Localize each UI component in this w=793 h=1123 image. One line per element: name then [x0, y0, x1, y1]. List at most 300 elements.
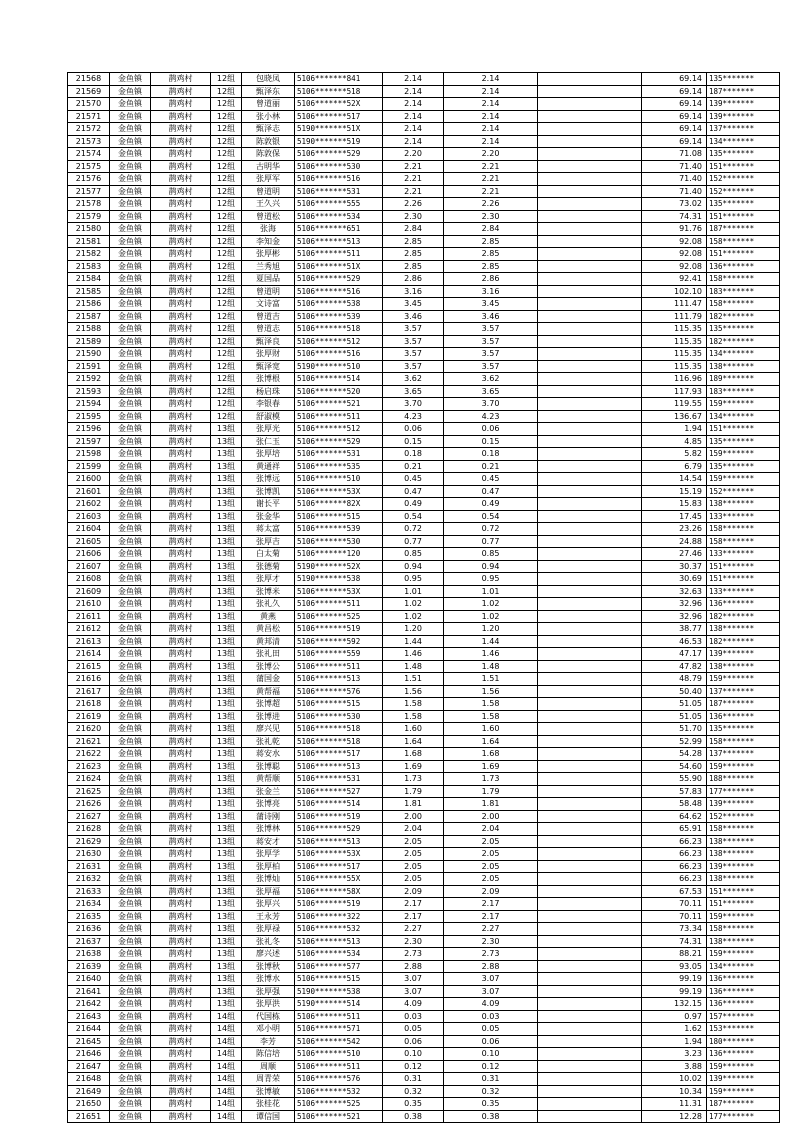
table-row	[68, 998, 780, 1011]
amount-cell: 66.23	[642, 860, 707, 873]
phone-cell: 159*******	[707, 910, 780, 923]
area-a-cell: 2.27	[383, 923, 444, 936]
village-cell: 鹊鸡村	[151, 1110, 211, 1123]
town-cell: 金鱼镇	[110, 773, 151, 786]
blank-cell	[538, 673, 642, 686]
amount-cell: 54.28	[642, 748, 707, 761]
group-cell: 13组	[211, 610, 242, 623]
id-number-cell: 5106*******530	[295, 160, 383, 173]
phone-cell: 158*******	[707, 273, 780, 286]
name-cell: 张礼田	[242, 648, 295, 661]
name-cell: 张礼冬	[242, 935, 295, 948]
phone-cell: 187*******	[707, 698, 780, 711]
phone-cell: 135*******	[707, 73, 780, 86]
village-cell: 鹊鸡村	[151, 735, 211, 748]
row-number-cell: 21640	[68, 973, 110, 986]
id-number-cell: 5106*******515	[295, 973, 383, 986]
amount-cell: 88.21	[642, 948, 707, 961]
blank-cell	[538, 1098, 642, 1111]
group-cell: 12组	[211, 85, 242, 98]
name-cell: 张厚学	[242, 848, 295, 861]
row-number-cell: 21615	[68, 660, 110, 673]
phone-cell: 136*******	[707, 598, 780, 611]
village-cell: 鹊鸡村	[151, 1098, 211, 1111]
amount-cell: 17.45	[642, 510, 707, 523]
town-cell: 金鱼镇	[110, 973, 151, 986]
village-cell: 鹊鸡村	[151, 1035, 211, 1048]
phone-cell: 159*******	[707, 1060, 780, 1073]
phone-cell: 151*******	[707, 423, 780, 436]
amount-cell: 69.14	[642, 110, 707, 123]
group-cell: 13组	[211, 423, 242, 436]
phone-cell: 137*******	[707, 123, 780, 136]
name-cell: 杨启珠	[242, 385, 295, 398]
phone-cell: 133*******	[707, 510, 780, 523]
town-cell: 金鱼镇	[110, 660, 151, 673]
table-row	[68, 723, 780, 736]
area-b-cell: 1.02	[444, 610, 538, 623]
name-cell: 张博林	[242, 823, 295, 836]
row-number-cell: 21616	[68, 673, 110, 686]
row-number-cell: 21621	[68, 735, 110, 748]
amount-cell: 71.40	[642, 185, 707, 198]
row-number-cell: 21625	[68, 785, 110, 798]
village-cell: 鹊鸡村	[151, 473, 211, 486]
blank-cell	[538, 323, 642, 336]
town-cell: 金鱼镇	[110, 110, 151, 123]
amount-cell: 71.40	[642, 173, 707, 186]
town-cell: 金鱼镇	[110, 523, 151, 536]
blank-cell	[538, 1035, 642, 1048]
town-cell: 金鱼镇	[110, 748, 151, 761]
group-cell: 12组	[211, 73, 242, 86]
blank-cell	[538, 898, 642, 911]
town-cell: 金鱼镇	[110, 685, 151, 698]
table-row	[68, 885, 780, 898]
town-cell: 金鱼镇	[110, 985, 151, 998]
village-cell: 鹊鸡村	[151, 685, 211, 698]
area-a-cell: 0.47	[383, 485, 444, 498]
area-b-cell: 2.05	[444, 860, 538, 873]
name-cell: 张博水	[242, 973, 295, 986]
row-number-cell: 21575	[68, 160, 110, 173]
id-number-cell: 5106*******521	[295, 398, 383, 411]
name-cell: 张厚培	[242, 448, 295, 461]
row-number-cell: 21619	[68, 710, 110, 723]
blank-cell	[538, 685, 642, 698]
town-cell: 金鱼镇	[110, 348, 151, 361]
area-b-cell: 2.20	[444, 148, 538, 161]
table-row	[68, 398, 780, 411]
name-cell: 张博远	[242, 473, 295, 486]
name-cell: 蒲诗刚	[242, 810, 295, 823]
area-b-cell: 3.07	[444, 973, 538, 986]
area-a-cell: 1.46	[383, 648, 444, 661]
phone-cell: 183*******	[707, 285, 780, 298]
group-cell: 14组	[211, 1048, 242, 1061]
amount-cell: 115.35	[642, 348, 707, 361]
amount-cell: 132.15	[642, 998, 707, 1011]
group-cell: 13组	[211, 898, 242, 911]
amount-cell: 115.35	[642, 323, 707, 336]
town-cell: 金鱼镇	[110, 835, 151, 848]
town-cell: 金鱼镇	[110, 260, 151, 273]
area-b-cell: 0.54	[444, 510, 538, 523]
village-cell: 鹊鸡村	[151, 385, 211, 398]
table-row	[68, 273, 780, 286]
area-b-cell: 0.38	[444, 1110, 538, 1123]
amount-cell: 111.79	[642, 310, 707, 323]
row-number-cell: 21574	[68, 148, 110, 161]
id-number-cell: 5106*******518	[295, 735, 383, 748]
area-a-cell: 2.85	[383, 235, 444, 248]
table-row	[68, 410, 780, 423]
town-cell: 金鱼镇	[110, 435, 151, 448]
area-b-cell: 1.58	[444, 698, 538, 711]
blank-cell	[538, 698, 642, 711]
row-number-cell: 21624	[68, 773, 110, 786]
group-cell: 12组	[211, 398, 242, 411]
phone-cell: 136*******	[707, 973, 780, 986]
group-cell: 13组	[211, 985, 242, 998]
name-cell: 李银春	[242, 398, 295, 411]
town-cell: 金鱼镇	[110, 585, 151, 598]
table-row	[68, 1060, 780, 1073]
area-a-cell: 0.54	[383, 510, 444, 523]
phone-cell: 152*******	[707, 485, 780, 498]
town-cell: 金鱼镇	[110, 248, 151, 261]
row-number-cell: 21646	[68, 1048, 110, 1061]
area-b-cell: 3.45	[444, 298, 538, 311]
phone-cell: 136*******	[707, 1048, 780, 1061]
area-a-cell: 2.14	[383, 85, 444, 98]
row-number-cell: 21622	[68, 748, 110, 761]
village-cell: 鹊鸡村	[151, 73, 211, 86]
phone-cell: 159*******	[707, 448, 780, 461]
name-cell: 古明华	[242, 160, 295, 173]
area-a-cell: 0.35	[383, 1098, 444, 1111]
table-row	[68, 798, 780, 811]
phone-cell: 182*******	[707, 310, 780, 323]
village-cell: 鹊鸡村	[151, 635, 211, 648]
area-b-cell: 0.85	[444, 548, 538, 561]
group-cell: 13组	[211, 960, 242, 973]
phone-cell: 187*******	[707, 1098, 780, 1111]
village-cell: 鹊鸡村	[151, 398, 211, 411]
id-number-cell: 5106*******531	[295, 773, 383, 786]
amount-cell: 73.02	[642, 198, 707, 211]
id-number-cell: 5190*******538	[295, 985, 383, 998]
area-a-cell: 1.02	[383, 610, 444, 623]
area-b-cell: 0.18	[444, 448, 538, 461]
group-cell: 13组	[211, 635, 242, 648]
blank-cell	[538, 810, 642, 823]
amount-cell: 46.53	[642, 635, 707, 648]
blank-cell	[538, 885, 642, 898]
table-row	[68, 773, 780, 786]
id-number-cell: 5106*******519	[295, 810, 383, 823]
blank-cell	[538, 385, 642, 398]
group-cell: 13组	[211, 785, 242, 798]
id-number-cell: 5106*******513	[295, 235, 383, 248]
village-cell: 鹊鸡村	[151, 1085, 211, 1098]
village-cell: 鹊鸡村	[151, 373, 211, 386]
row-number-cell: 21586	[68, 298, 110, 311]
area-a-cell: 2.30	[383, 210, 444, 223]
amount-cell: 115.35	[642, 360, 707, 373]
name-cell: 曾道明	[242, 185, 295, 198]
blank-cell	[538, 723, 642, 736]
name-cell: 张博亮	[242, 798, 295, 811]
town-cell: 金鱼镇	[110, 1010, 151, 1023]
table-row	[68, 598, 780, 611]
town-cell: 金鱼镇	[110, 160, 151, 173]
area-b-cell: 2.14	[444, 73, 538, 86]
table-row	[68, 585, 780, 598]
name-cell: 张礼久	[242, 598, 295, 611]
id-number-cell: 5106*******512	[295, 335, 383, 348]
blank-cell	[538, 873, 642, 886]
table-row	[68, 498, 780, 511]
town-cell: 金鱼镇	[110, 735, 151, 748]
id-number-cell: 5106*******511	[295, 410, 383, 423]
table-row	[68, 223, 780, 236]
id-number-cell: 5106*******510	[295, 1048, 383, 1061]
id-number-cell: 5106*******82X	[295, 498, 383, 511]
area-a-cell: 0.18	[383, 448, 444, 461]
town-cell: 金鱼镇	[110, 648, 151, 661]
area-b-cell: 0.94	[444, 560, 538, 573]
table-row	[68, 1073, 780, 1086]
group-cell: 13组	[211, 923, 242, 936]
phone-cell: 139*******	[707, 98, 780, 111]
village-cell: 鹊鸡村	[151, 1060, 211, 1073]
table-row	[68, 698, 780, 711]
id-number-cell: 5190*******514	[295, 998, 383, 1011]
town-cell: 金鱼镇	[110, 723, 151, 736]
blank-cell	[538, 973, 642, 986]
row-number-cell: 21587	[68, 310, 110, 323]
table-row	[68, 685, 780, 698]
village-cell: 鹊鸡村	[151, 973, 211, 986]
area-b-cell: 1.20	[444, 623, 538, 636]
row-number-cell: 21609	[68, 585, 110, 598]
phone-cell: 139*******	[707, 798, 780, 811]
id-number-cell: 5106*******519	[295, 623, 383, 636]
village-cell: 鹊鸡村	[151, 760, 211, 773]
group-cell: 12组	[211, 173, 242, 186]
area-a-cell: 1.68	[383, 748, 444, 761]
village-cell: 鹊鸡村	[151, 910, 211, 923]
name-cell: 张博公	[242, 660, 295, 673]
area-a-cell: 2.30	[383, 935, 444, 948]
village-cell: 鹊鸡村	[151, 123, 211, 136]
area-b-cell: 2.30	[444, 210, 538, 223]
blank-cell	[538, 448, 642, 461]
amount-cell: 3.23	[642, 1048, 707, 1061]
area-a-cell: 0.06	[383, 1035, 444, 1048]
table-row	[68, 85, 780, 98]
group-cell: 13组	[211, 473, 242, 486]
town-cell: 金鱼镇	[110, 85, 151, 98]
id-number-cell: 5106*******841	[295, 73, 383, 86]
table-row	[68, 373, 780, 386]
town-cell: 金鱼镇	[110, 185, 151, 198]
group-cell: 12组	[211, 335, 242, 348]
table-row	[68, 423, 780, 436]
amount-cell: 99.19	[642, 973, 707, 986]
town-cell: 金鱼镇	[110, 335, 151, 348]
group-cell: 12组	[211, 98, 242, 111]
area-b-cell: 2.04	[444, 823, 538, 836]
village-cell: 鹊鸡村	[151, 723, 211, 736]
town-cell: 金鱼镇	[110, 423, 151, 436]
town-cell: 金鱼镇	[110, 623, 151, 636]
town-cell: 金鱼镇	[110, 273, 151, 286]
phone-cell: 135*******	[707, 198, 780, 211]
row-number-cell: 21607	[68, 560, 110, 573]
phone-cell: 187*******	[707, 223, 780, 236]
name-cell: 廖兴述	[242, 948, 295, 961]
phone-cell: 138*******	[707, 873, 780, 886]
village-cell: 鹊鸡村	[151, 1073, 211, 1086]
amount-cell: 136.67	[642, 410, 707, 423]
phone-cell: 133*******	[707, 548, 780, 561]
id-number-cell: 5190*******538	[295, 573, 383, 586]
village-cell: 鹊鸡村	[151, 610, 211, 623]
table-row	[68, 610, 780, 623]
town-cell: 金鱼镇	[110, 360, 151, 373]
id-number-cell: 5106*******53X	[295, 485, 383, 498]
group-cell: 13组	[211, 623, 242, 636]
group-cell: 12组	[211, 360, 242, 373]
town-cell: 金鱼镇	[110, 798, 151, 811]
row-number-cell: 21631	[68, 860, 110, 873]
name-cell: 张博灿	[242, 873, 295, 886]
area-a-cell: 2.04	[383, 823, 444, 836]
phone-cell: 135*******	[707, 723, 780, 736]
name-cell: 甄泽东	[242, 85, 295, 98]
area-b-cell: 0.31	[444, 1073, 538, 1086]
group-cell: 13组	[211, 535, 242, 548]
name-cell: 陈信培	[242, 1048, 295, 1061]
area-b-cell: 1.01	[444, 585, 538, 598]
name-cell: 甄泽志	[242, 123, 295, 136]
area-b-cell: 0.15	[444, 435, 538, 448]
row-number-cell: 21569	[68, 85, 110, 98]
village-cell: 鹊鸡村	[151, 823, 211, 836]
group-cell: 14组	[211, 1023, 242, 1036]
row-number-cell: 21605	[68, 535, 110, 548]
area-b-cell: 0.21	[444, 460, 538, 473]
group-cell: 14组	[211, 1085, 242, 1098]
amount-cell: 1.62	[642, 1023, 707, 1036]
area-a-cell: 2.14	[383, 73, 444, 86]
area-b-cell: 1.56	[444, 685, 538, 698]
amount-cell: 50.40	[642, 685, 707, 698]
town-cell: 金鱼镇	[110, 560, 151, 573]
town-cell: 金鱼镇	[110, 285, 151, 298]
name-cell: 张仁玉	[242, 435, 295, 448]
group-cell: 12组	[211, 110, 242, 123]
village-cell: 鹊鸡村	[151, 198, 211, 211]
blank-cell	[538, 748, 642, 761]
group-cell: 12组	[211, 410, 242, 423]
amount-cell: 117.93	[642, 385, 707, 398]
row-number-cell: 21610	[68, 598, 110, 611]
phone-cell: 138*******	[707, 660, 780, 673]
amount-cell: 47.82	[642, 660, 707, 673]
blank-cell	[538, 110, 642, 123]
area-b-cell: 0.10	[444, 1048, 538, 1061]
area-b-cell: 2.17	[444, 898, 538, 911]
area-a-cell: 0.05	[383, 1023, 444, 1036]
table-row	[68, 673, 780, 686]
group-cell: 13组	[211, 748, 242, 761]
area-b-cell: 0.47	[444, 485, 538, 498]
amount-cell: 23.26	[642, 523, 707, 536]
phone-cell: 135*******	[707, 435, 780, 448]
id-number-cell: 5106*******53X	[295, 848, 383, 861]
name-cell: 张厚吉	[242, 535, 295, 548]
area-a-cell: 2.85	[383, 260, 444, 273]
group-cell: 12组	[211, 160, 242, 173]
area-b-cell: 1.60	[444, 723, 538, 736]
id-number-cell: 5190*******52X	[295, 560, 383, 573]
area-b-cell: 2.05	[444, 848, 538, 861]
name-cell: 蒲国金	[242, 673, 295, 686]
area-b-cell: 0.32	[444, 1085, 538, 1098]
amount-cell: 69.14	[642, 135, 707, 148]
id-number-cell: 5106*******576	[295, 1073, 383, 1086]
row-number-cell: 21613	[68, 635, 110, 648]
phone-cell: 135*******	[707, 460, 780, 473]
name-cell: 谢长平	[242, 498, 295, 511]
amount-cell: 69.14	[642, 123, 707, 136]
town-cell: 金鱼镇	[110, 598, 151, 611]
blank-cell	[538, 260, 642, 273]
id-number-cell: 5106*******534	[295, 948, 383, 961]
town-cell: 金鱼镇	[110, 710, 151, 723]
blank-cell	[538, 910, 642, 923]
area-b-cell: 2.21	[444, 185, 538, 198]
phone-cell: 183*******	[707, 385, 780, 398]
name-cell: 王永芳	[242, 910, 295, 923]
town-cell: 金鱼镇	[110, 135, 151, 148]
area-b-cell: 3.46	[444, 310, 538, 323]
phone-cell: 159*******	[707, 473, 780, 486]
table-row	[68, 473, 780, 486]
phone-cell: 136*******	[707, 985, 780, 998]
blank-cell	[538, 248, 642, 261]
table-row	[68, 148, 780, 161]
area-b-cell: 2.14	[444, 85, 538, 98]
group-cell: 14组	[211, 1073, 242, 1086]
group-cell: 12组	[211, 223, 242, 236]
id-number-cell: 5106*******555	[295, 198, 383, 211]
area-b-cell: 3.62	[444, 373, 538, 386]
row-number-cell: 21571	[68, 110, 110, 123]
area-b-cell: 2.85	[444, 260, 538, 273]
area-a-cell: 2.09	[383, 885, 444, 898]
id-number-cell: 5106*******511	[295, 660, 383, 673]
table-row	[68, 548, 780, 561]
town-cell: 金鱼镇	[110, 148, 151, 161]
town-cell: 金鱼镇	[110, 1085, 151, 1098]
group-cell: 14组	[211, 1010, 242, 1023]
table-row	[68, 348, 780, 361]
id-number-cell: 5106*******517	[295, 110, 383, 123]
